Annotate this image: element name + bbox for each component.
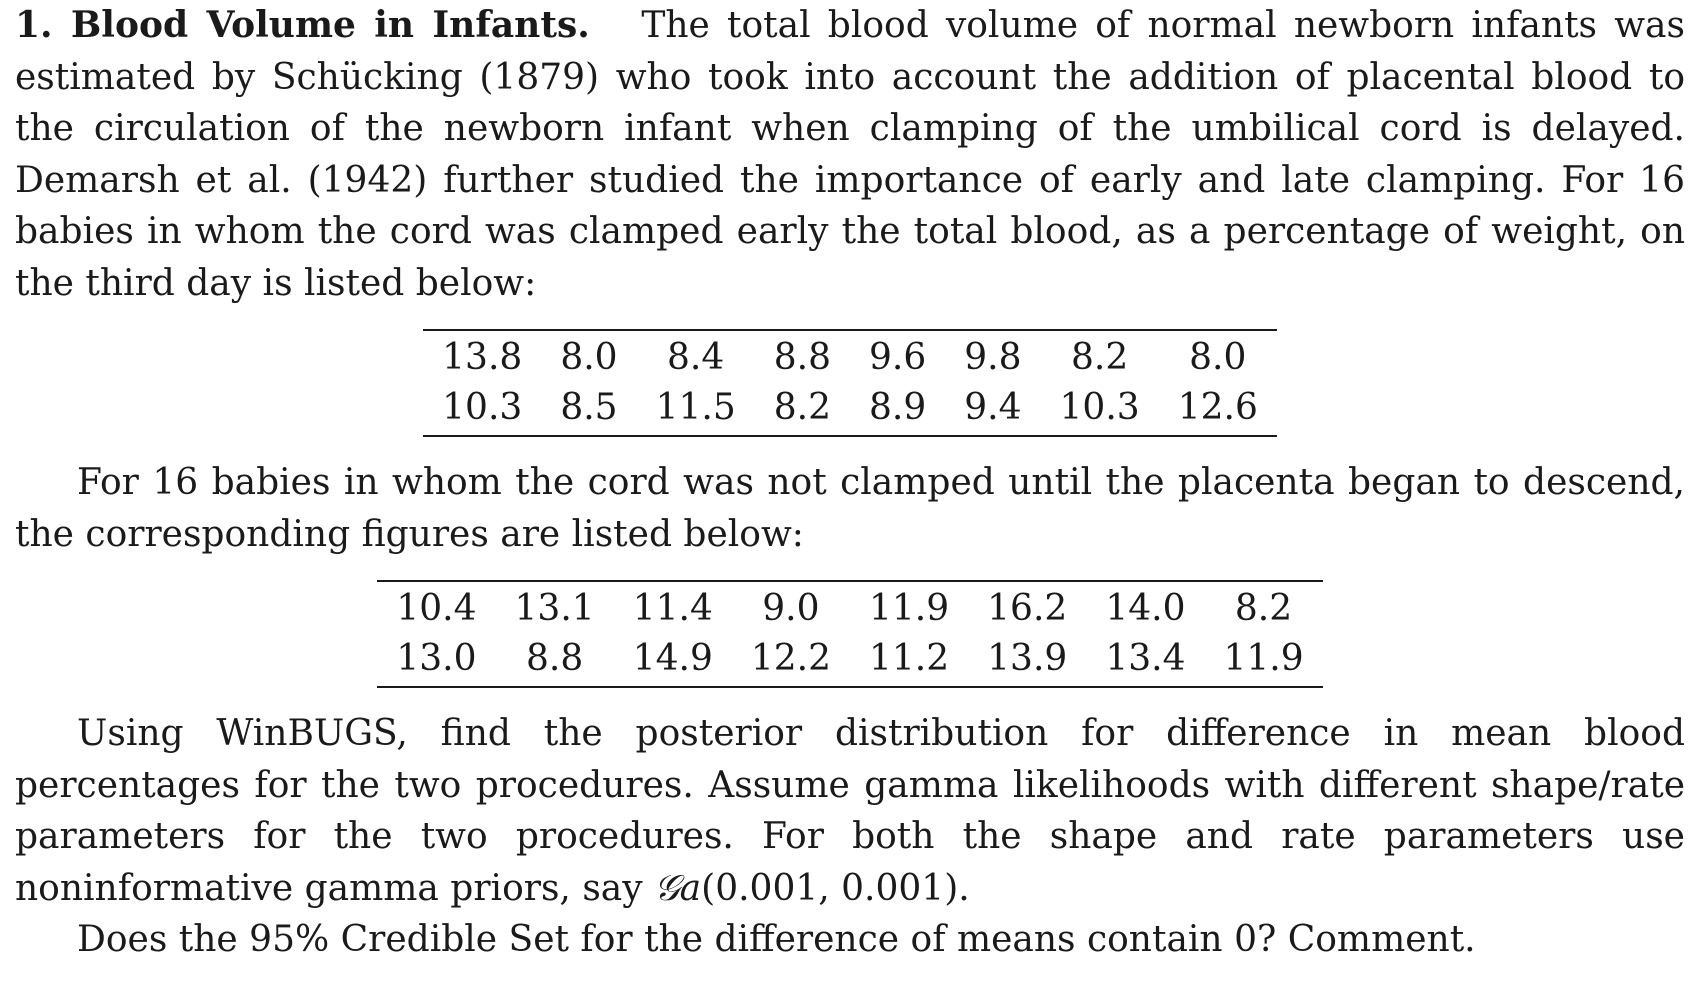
- problem-title: Blood Volume in Infants.: [70, 4, 590, 46]
- gamma-prior-symbol: 𝒢a: [654, 867, 702, 909]
- late-table-cell: 8.2: [1234, 588, 1293, 629]
- early-table-cell: 8.9: [869, 387, 927, 428]
- early-table-cell: 9.6: [869, 337, 927, 378]
- late-clamping-table: [377, 580, 1322, 688]
- question-paragraph: Does the 95% Credible Set for the difference of means contain 0? Comment.: [77, 919, 1476, 960]
- document-page: [15, 0, 1685, 966]
- late-table-cell: 8.8: [525, 638, 584, 679]
- early-table-cell: 8.5: [560, 387, 618, 428]
- late-table-cell: 13.9: [987, 638, 1068, 679]
- early-table-row: [423, 383, 1277, 436]
- late-table-cell: 13.1: [514, 588, 595, 629]
- early-table-row: [423, 330, 1277, 383]
- late-table-cell: 14.9: [632, 638, 713, 679]
- problem-intro-paragraph: [15, 0, 1685, 309]
- early-table-cell: 11.5: [655, 387, 736, 428]
- late-table-cell: 13.4: [1105, 638, 1186, 679]
- late-table-cell: 11.4: [632, 588, 713, 629]
- late-table-cell: 11.9: [869, 588, 950, 629]
- early-table-cell: 10.3: [1059, 387, 1140, 428]
- problem-heading: [15, 4, 590, 46]
- late-table-cell: 14.0: [1105, 588, 1186, 629]
- late-table-cell: 13.0: [396, 638, 477, 679]
- early-table-cell: 8.0: [560, 337, 618, 378]
- task-text: Using WinBUGS, find the posterior distribution for difference in mean blood percentages for the two procedures. Assume gamma likelihoods with different shape/rate parameters for the two procedures. For both the shape and rate parameters use noninformative gamma priors, say: [15, 713, 1685, 909]
- late-clamping-paragraph: For 16 babies in whom the cord was not clamped until the placenta began to descend, the corresponding figures are listed below:: [15, 462, 1685, 555]
- late-table-cell: 11.9: [1223, 638, 1304, 679]
- late-table-cell: 9.0: [762, 588, 820, 629]
- late-table-cell: 12.2: [750, 638, 831, 679]
- late-table-row: [377, 634, 1322, 687]
- early-clamping-table: [423, 329, 1277, 437]
- early-table-cell: 9.4: [964, 387, 1022, 428]
- early-table-cell: 8.2: [773, 387, 831, 428]
- early-table-cell: 8.0: [1189, 337, 1247, 378]
- late-table-row: [377, 581, 1322, 634]
- early-table-cell: 8.8: [773, 337, 831, 378]
- early-table-cell: 8.4: [667, 337, 725, 378]
- late-table-cell: 16.2: [987, 588, 1068, 629]
- task-paragraph: [15, 708, 1685, 914]
- early-table-cell: 9.8: [964, 337, 1022, 378]
- late-table-cell: 10.4: [396, 588, 477, 629]
- early-clamping-table-wrap: [15, 329, 1685, 437]
- early-table-cell: 10.3: [442, 387, 523, 428]
- gamma-prior-args: (0.001, 0.001).: [701, 867, 970, 909]
- early-table-cell: 8.2: [1070, 337, 1129, 378]
- late-clamping-table-wrap: [15, 580, 1685, 688]
- late-table-cell: 11.2: [869, 638, 950, 679]
- early-table-cell: 12.6: [1177, 387, 1258, 428]
- problem-intro-text: The total blood volume of normal newborn infants was estimated by Schücking (1879) who took into account the addition of placental blood to the circulation of the newborn infant when clamping of the umbilical cord is delayed. Demarsh et al. (1942) further studied the importance of early and late clamping. For 16 babies in whom the cord was clamped early the total blood, as a percentage of weight, on the third day is listed below:: [15, 5, 1685, 304]
- problem-number: 1.: [15, 4, 53, 46]
- early-table-cell: 13.8: [442, 337, 523, 378]
